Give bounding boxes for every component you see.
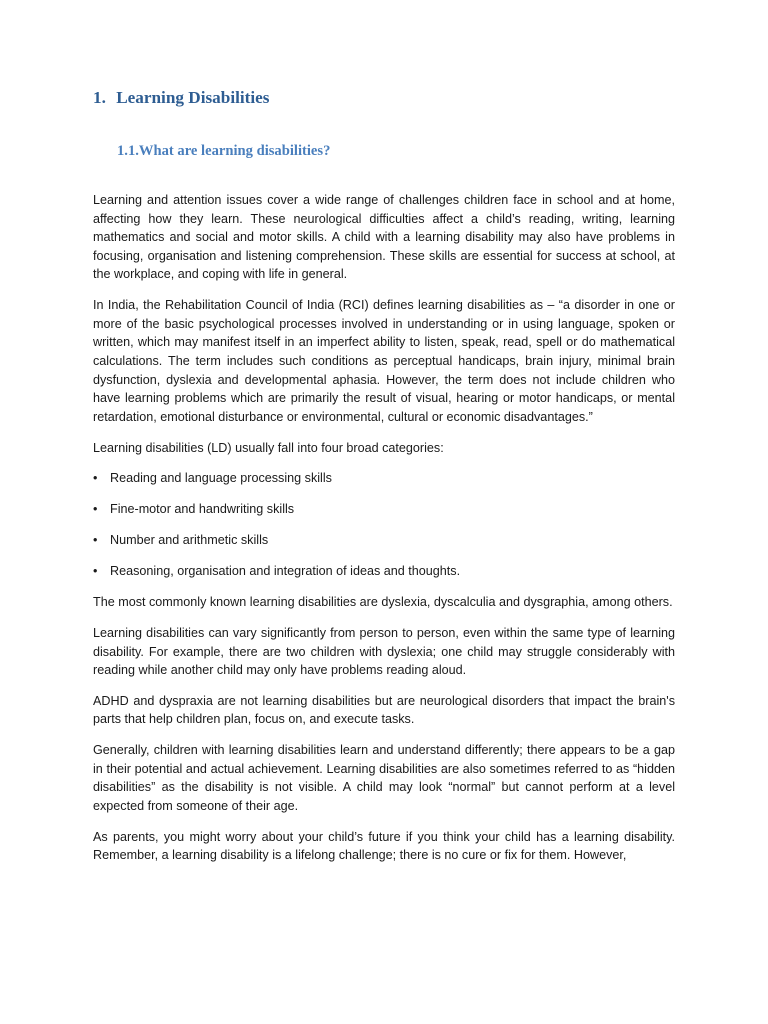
paragraph-common-disabilities: The most commonly known learning disabilities are dyslexia, dyscalculia and dysgraphia, among others.: [93, 595, 673, 610]
paragraph-hidden-disabilities: Generally, children with learning disabilities learn and understand differently; there appears to be a gap in their potential and actual achievement. Learning disabilities are also sometimes referred to as “hidden disabilities” as the disability is not visible. A child may look “normal” but cannot perform at a level expected from someone of their age.: [93, 743, 675, 814]
list-item: • Reading and language processing skills: [93, 469, 675, 488]
list-item: • Reasoning, organisation and integration of ideas and thoughts.: [93, 562, 675, 581]
paragraph-intro: Learning and attention issues cover a wide range of challenges children face in school and at home, affecting how they learn. These neurological difficulties affect a child’s reading, writing, learning mathematics and social and motor skills. A child with a learning disability may also have problems in focusing, organisation and listening comprehension. These skills are essential for success at school, at the workplace, and coping with life in general.: [93, 193, 675, 282]
list-item: • Number and arithmetic skills: [93, 531, 675, 550]
paragraph-variation: Learning disabilities can vary significantly from person to person, even within the same type of learning disability. For example, there are two children with dyslexia; one child may struggle considerably with reading while another child may only have problems reading aloud.: [93, 625, 675, 678]
categories-list: [93, 469, 675, 580]
subsection-heading: 1.1.What are learning disabilities?: [117, 143, 331, 159]
paragraph-parents: As parents, you might worry about your child’s future if you think your child has a learning disability. Remember, a learning disability is a lifelong challenge; there is no cure or fix for them. However,: [93, 829, 675, 863]
section-title: Learning Disabilities: [116, 88, 270, 107]
paragraph-categories-lead: Learning disabilities (LD) usually fall into four broad categories:: [93, 440, 444, 455]
section-number: 1.: [93, 88, 106, 107]
paragraph-adhd-dyspraxia: ADHD and dyspraxia are not learning disabilities but are neurological disorders that impact the brain's parts that help children plan, focus on, and execute tasks.: [93, 693, 675, 727]
list-item: • Fine-motor and handwriting skills: [93, 500, 675, 519]
document-body: [93, 191, 675, 865]
paragraph-rci-definition: In India, the Rehabilitation Council of India (RCI) defines learning disabilities as – “a disorder in one or more of the basic psychological processes involved in understanding or in using language, spoken or written, which may manifest itself in an imperfect ability to listen, speak, read, spell or do mathematical calculations. The term includes such conditions as perceptual handicaps, brain injury, minimal brain dysfunction, dyslexia and developmental aphasia. However, the term does not include children who have learning problems which are primarily the result of visual, hearing or motor handicaps, or mental retardation, emotional disturbance or environmental, cultural or economic disadvantages.”: [93, 298, 675, 424]
section-heading: [93, 87, 269, 109]
